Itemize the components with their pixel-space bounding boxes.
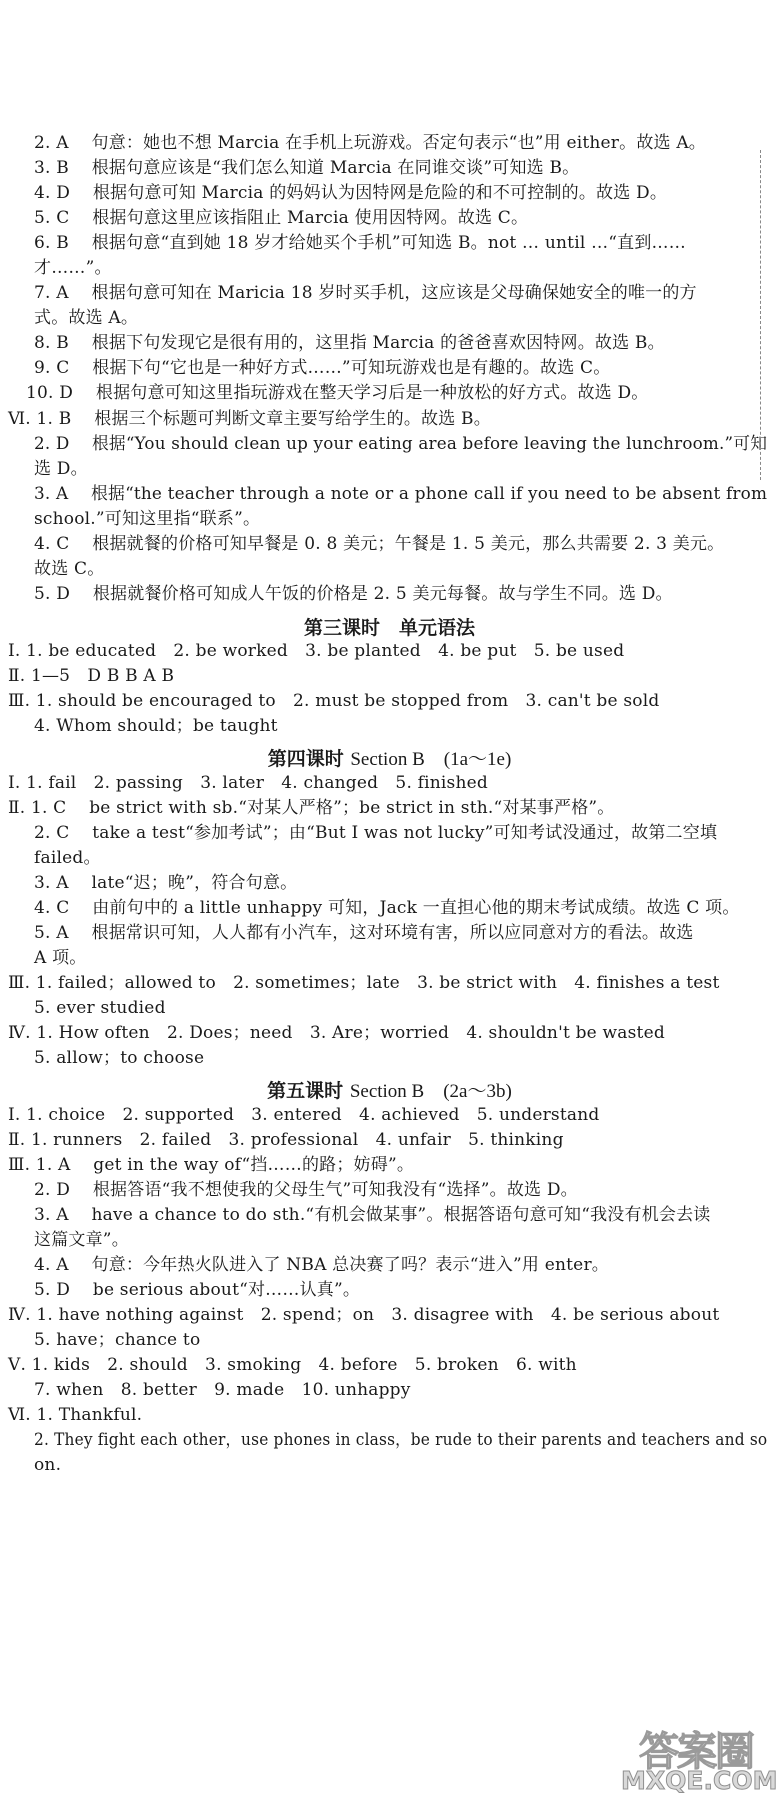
answer-line: Ⅲ. 1. A get in the way of“挡……的路；妨碍”。 — [8, 1155, 415, 1175]
answer-line: Ⅴ. 1. kids 2. should 3. smoking 4. before 5. broken 6. with — [8, 1355, 577, 1375]
answer-line: 才……”。 — [34, 258, 112, 278]
answer-line: 2. A 句意：她也不想 Marcia 在手机上玩游戏。否定句表示“也”用 either。故选 A。 — [34, 133, 707, 153]
answer-line: 3. B 根据句意应该是“我们怎么知道 Marcia 在同谁交谈”可知选 B。 — [34, 158, 580, 178]
section-heading — [0, 613, 779, 640]
answer-line: 6. B 根据句意“直到她 18 岁才给她买个手机”可知选 B。not … until …“直到…… — [34, 233, 686, 253]
answer-line: 3. A 根据“the teacher through a note or a phone call if you need to be absent from — [34, 484, 768, 504]
watermark-url: MXQE.COM — [621, 1766, 778, 1795]
answer-line: 2. C take a test“参加考试”；由“But I was not lucky”可知考试没通过，故第二空填 — [34, 823, 718, 843]
answer-line: Ⅰ. 1. fail 2. passing 3. later 4. changed 5. finished — [8, 773, 488, 793]
answer-line: school.”可知这里指“联系”。 — [34, 509, 261, 529]
answer-line: 5. allow；to choose — [34, 1048, 205, 1068]
answer-line: Ⅳ. 1. have nothing against 2. spend；on 3. disagree with 4. be serious about — [8, 1305, 720, 1325]
answer-line: 9. C 根据下句“它也是一种好方式……”可知玩游戏也是有趣的。故选 C。 — [34, 358, 611, 378]
answer-line: 8. B 根据下句发现它是很有用的，这里指 Marcia 的爸爸喜欢因特网。故选 B。 — [34, 333, 665, 353]
answer-line: 4. Whom should；be taught — [34, 716, 278, 736]
watermark — [621, 1720, 778, 1795]
answer-line: Ⅳ. 1. How often 2. Does；need 3. Are；worried 4. shouldn't be wasted — [8, 1023, 665, 1043]
answer-line: Ⅵ. 1. Thankful. — [8, 1405, 143, 1425]
answer-line: 5. have；chance to — [34, 1330, 201, 1350]
answer-line: 4. D 根据句意可知 Marcia 的妈妈认为因特网是危险的和不可控制的。故选 D。 — [34, 183, 668, 203]
answer-line: Ⅱ. 1—5 D B B A B — [8, 666, 175, 686]
answer-line: Ⅱ. 1. C be strict with sb.“对某人严格”；be strict in sth.“对某事严格”。 — [8, 798, 615, 818]
watermark-logo: 答案圈 — [639, 1729, 753, 1775]
answer-line: 10. D 根据句意可知这里指玩游戏在整天学习后是一种放松的好方式。故选 D。 — [26, 383, 649, 403]
answer-line: Ⅲ. 1. should be encouraged to 2. must be stopped from 3. can't be sold — [8, 691, 660, 711]
answer-line: 5. C 根据句意这里应该指阻止 Marcia 使用因特网。故选 C。 — [34, 208, 529, 228]
answer-line: 3. A late“迟；晚”，符合句意。 — [34, 873, 298, 893]
section-heading — [0, 1076, 779, 1103]
answer-line: 7. when 8. better 9. made 10. unhappy — [34, 1380, 411, 1400]
answer-line: 2. D 根据“You should clean up your eating area before leaving the lunchroom.”可知 — [34, 434, 768, 454]
answer-line: 5. ever studied — [34, 998, 166, 1018]
answer-line: 5. D be serious about“对……认真”。 — [34, 1280, 361, 1300]
answer-line: 选 D。 — [34, 459, 88, 479]
answer-line: A 项。 — [34, 948, 87, 968]
answer-line: Ⅰ. 1. be educated 2. be worked 3. be planted 4. be put 5. be used — [8, 641, 625, 661]
answer-line: 2. D 根据答语“我不想使我的父母生气”可知我没有“选择”。故选 D。 — [34, 1180, 578, 1200]
heading-title: 第三课时 单元语法 — [303, 617, 475, 639]
answer-line: 这篇文章”。 — [34, 1230, 129, 1250]
answer-line: Ⅲ. 1. failed；allowed to 2. sometimes；late 3. be strict with 4. finishes a test — [8, 973, 720, 993]
heading-section: Section B (2a～3b) — [349, 1081, 512, 1102]
heading-title: 第四课时 — [267, 748, 344, 770]
answer-line: failed。 — [34, 848, 101, 868]
answer-line: 2. They fight each other，use phones in class，be rude to their parents and teachers and so — [34, 1430, 768, 1450]
answer-line: on. — [34, 1455, 62, 1475]
margin-dashed-rule — [759, 150, 761, 480]
answer-line: 式。故选 A。 — [34, 308, 139, 328]
answer-line: 3. A have a chance to do sth.“有机会做某事”。根据答语句意可知“我没有机会去读 — [34, 1205, 711, 1225]
answer-line: 4. C 由前句中的 a little unhappy 可知，Jack 一直担心他的期末考试成绩。故选 C 项。 — [34, 898, 740, 918]
answer-line: 故选 C。 — [34, 559, 105, 579]
heading-section: Section B (1a～1e) — [350, 749, 512, 770]
answer-line: Ⅰ. 1. choice 2. supported 3. entered 4. achieved 5. understand — [8, 1105, 600, 1125]
answer-line: 4. A 句意：今年热火队进入了 NBA 总决赛了吗？表示“进入”用 enter。 — [34, 1255, 609, 1275]
section-heading — [0, 744, 779, 771]
answer-line: Ⅵ. 1. B 根据三个标题可判断文章主要写给学生的。故选 B。 — [8, 409, 491, 429]
answer-line: 5. A 根据常识可知，人人都有小汽车，这对环境有害，所以应同意对方的看法。故选 — [34, 923, 694, 943]
answer-line: 5. D 根据就餐价格可知成人午饭的价格是 2. 5 美元每餐。故与学生不同。选 D。 — [34, 584, 673, 604]
answer-line: Ⅱ. 1. runners 2. failed 3. professional 4. unfair 5. thinking — [8, 1130, 564, 1150]
answer-line: 7. A 根据句意可知在 Maricia 18 岁时买手机，这应该是父母确保她安全的唯一的方 — [34, 283, 697, 303]
answer-line: 4. C 根据就餐的价格可知早餐是 0. 8 美元；午餐是 1. 5 美元，那么共需要 2. 3 美元。 — [34, 534, 725, 554]
heading-title: 第五课时 — [267, 1080, 344, 1102]
